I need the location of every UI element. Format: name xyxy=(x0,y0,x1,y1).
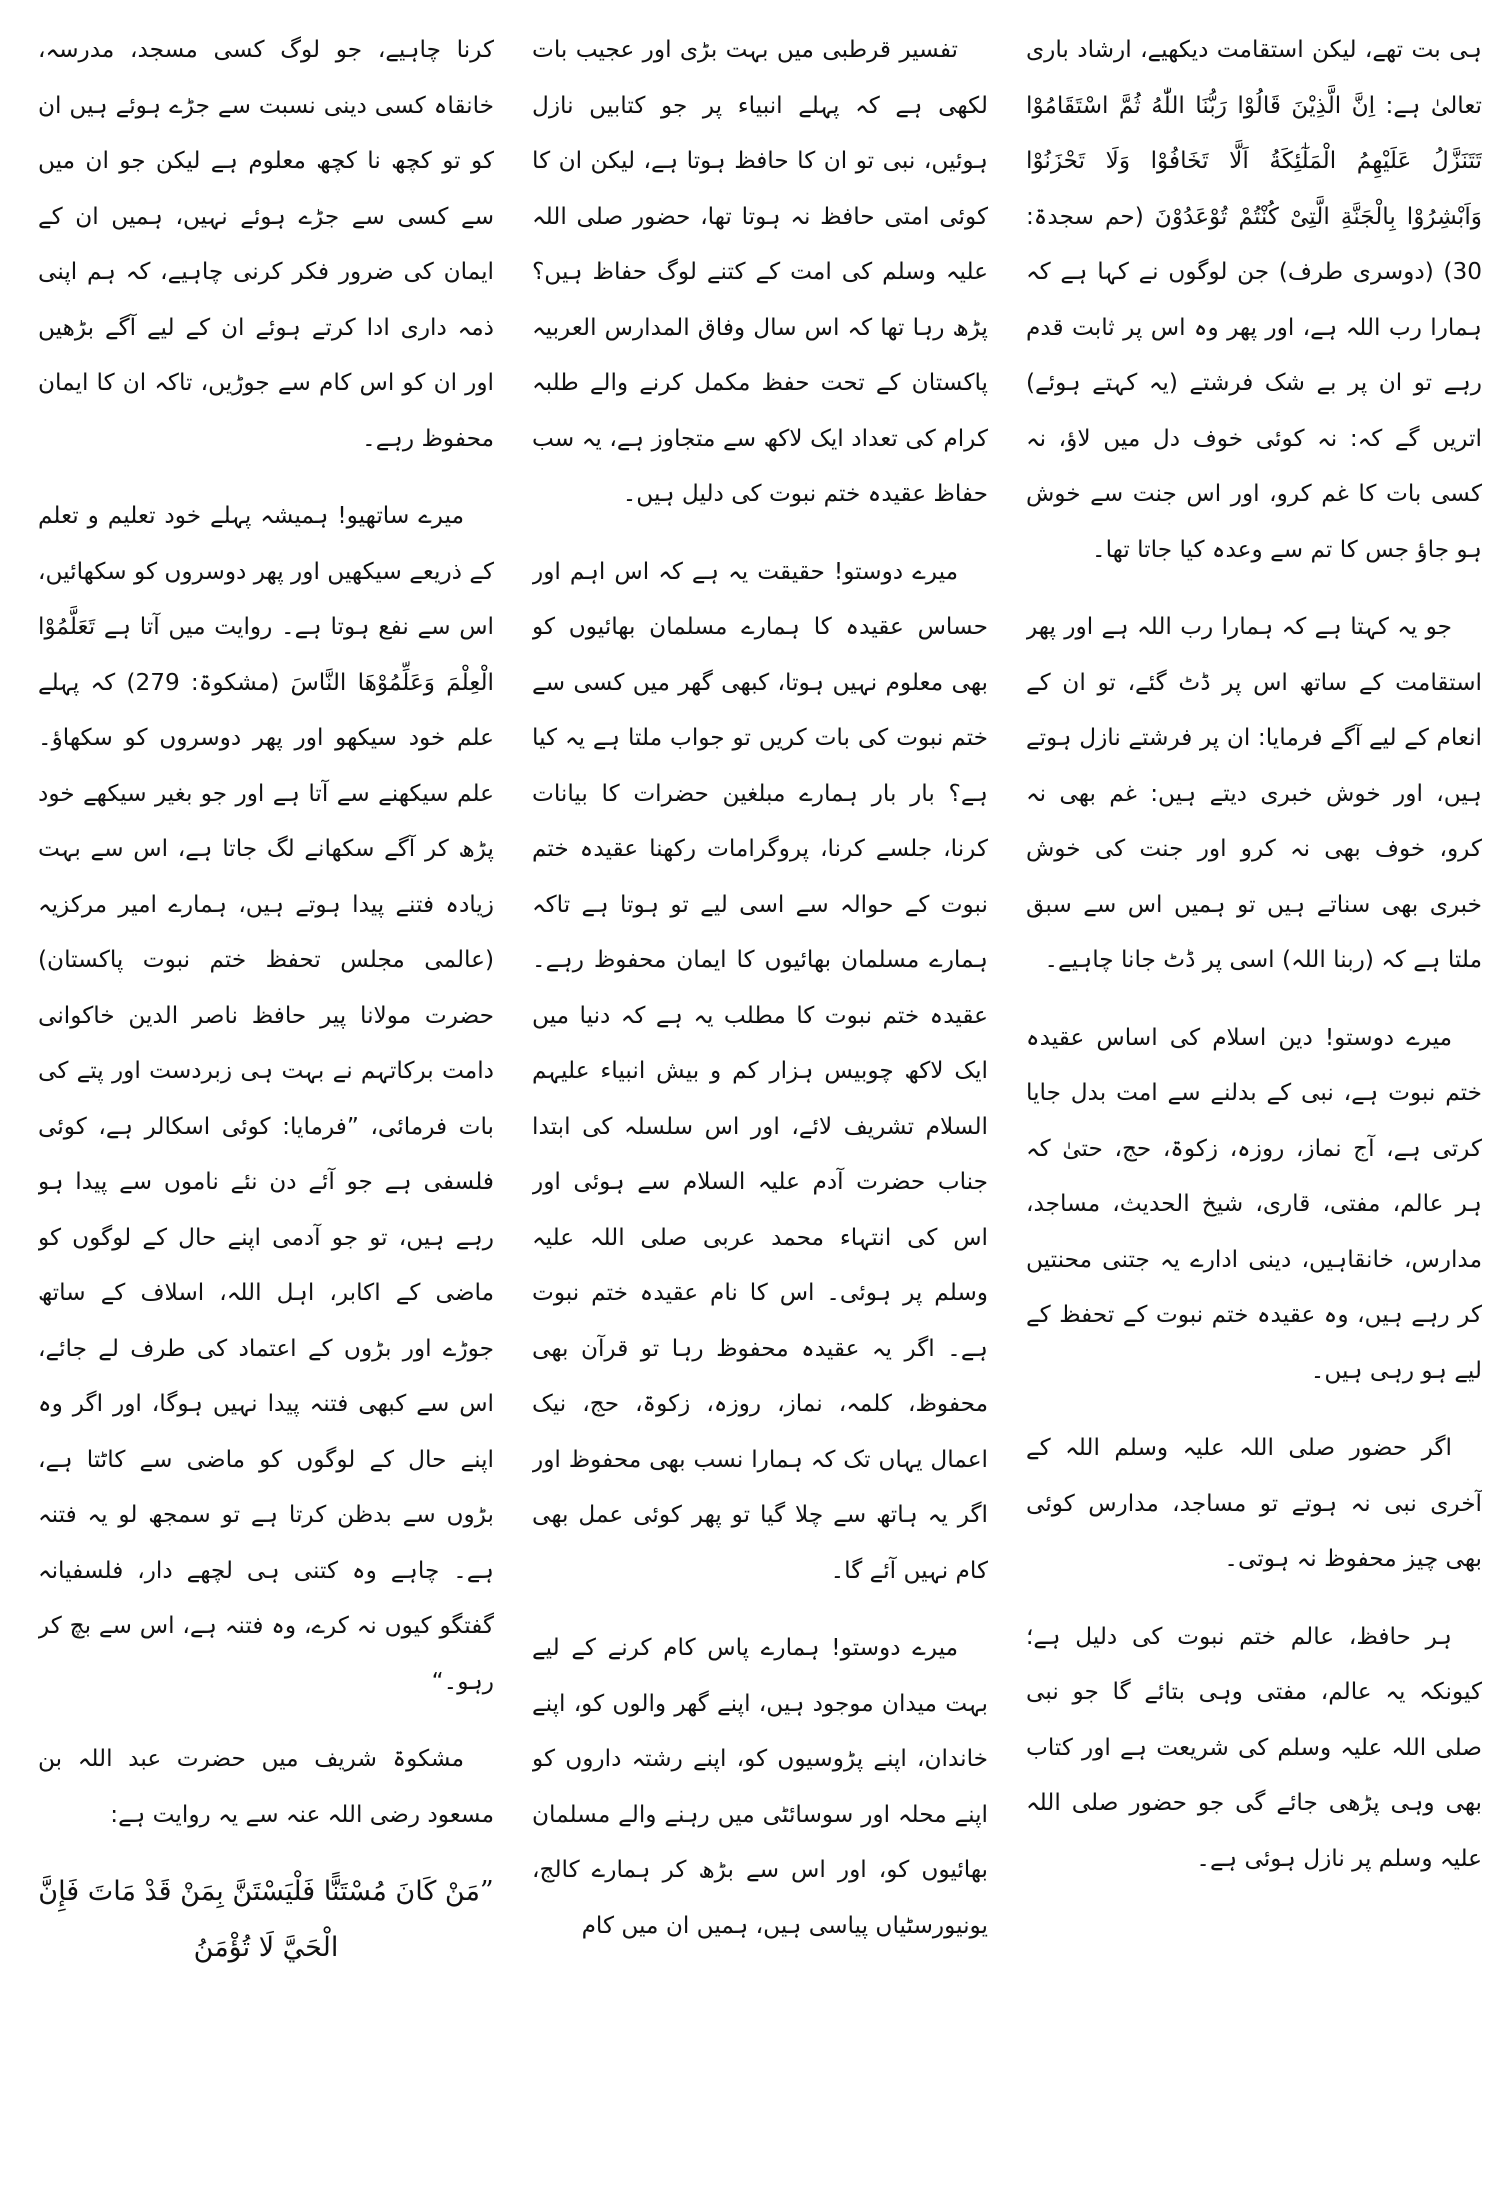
paragraph: میرے ساتھیو! ہمیشہ پہلے خود تعلیم و تعلم کے ذریعے سیکھیں اور پھر دوسروں کو سکھائیں، اس سے نفع ہوتا ہے۔ روایت میں آتا ہے تَعَلَّمُوْا الْعِلْمَ وَعَلِّمُوْهَا النَّاسَ (مشکوۃ: 279) کہ پہلے علم خود سیکھو اور پھر دوسروں کو سکھاؤ۔ علم سیکھنے سے آتا ہے اور جو بغیر سیکھے خود پڑھ کر آگے سکھانے لگ جاتا ہے، اس سے بہت زیادہ فتنے پیدا ہوتے ہیں، ہمارے امیر مرکزیہ (عالمی مجلس تحفظ ختم نبوت پاکستان) حضرت مولانا پیر حافظ ناصر الدین خاکوانی دامت برکاتہم نے بہت ہی زبردست اور پتے کی بات فرمائی، ”فرمایا: کوئی اسکالر ہے، کوئی فلسفی ہے جو آئے دن نئے ناموں سے پیدا ہو رہے ہیں، تو جو آدمی اپنے حال کے لوگوں کو ماضی کے اکابر، اہل اللہ، اسلاف کے ساتھ جوڑے اور بڑوں کے اعتماد کی طرف لے جائے، اس سے کبھی فتنہ پیدا نہیں ہوگا، اور اگر وہ اپنے حال کے لوگوں کو ماضی سے کاٹتا ہے، بڑوں سے بدظن کرتا ہے تو سمجھ لو یہ فتنہ ہے۔ چاہے وہ کتنی ہی لچھے دار، فلسفیانہ گفتگو کیوں نہ کرے، وہ فتنہ ہے، اس سے بچ کر رہو۔“ xyxy=(38,502,494,1695)
paragraph: تفسیر قرطبی میں بہت بڑی اور عجیب بات لکھی ہے کہ پہلے انبیاء پر جو کتابیں نازل ہوئیں، نبی تو ان کا حافظ ہوتا ہے، لیکن ان کا کوئی امتی حافظ نہ ہوتا تھا، حضور صلی اللہ علیہ وسلم کی امت کے کتنے لوگ حفاظ ہیں؟ پڑھ رہا تھا کہ اس سال وفاق المدارس العربیہ پاکستان کے تحت حفظ مکمل کرنے والے طلبہ کرام کی تعداد ایک لاکھ سے متجاوز ہے، یہ سب حفاظ عقیدہ ختم نبوت کی دلیل ہیں۔ xyxy=(532,36,988,507)
paragraph: اگر حضور صلی اللہ علیہ وسلم اللہ کے آخری نبی نہ ہوتے تو مساجد، مدارس کوئی بھی چیز محفوظ نہ ہوتی۔ xyxy=(1026,1434,1482,1572)
column-middle xyxy=(532,22,988,2192)
paragraph: ہر حافظ، عالم ختم نبوت کی دلیل ہے؛ کیونکہ یہ عالم، مفتی وہی بتائے گا جو نبی صلی اللہ علیہ وسلم کی شریعت ہے اور کتاب بھی وہی پڑھی جائے گی جو حضور صلی اللہ علیہ وسلم پر نازل ہوئی ہے۔ xyxy=(1026,1622,1482,1872)
paragraph: کرنا چاہیے، جو لوگ کسی مسجد، مدرسہ، خانقاہ کسی دینی نسبت سے جڑے ہوئے ہیں ان کو تو کچھ نا کچھ معلوم ہے لیکن جو ان میں سے کسی سے جڑے ہوئے نہیں، ہمیں ان کے ایمان کی ضرور فکر کرنی چاہیے، کہ ہم اپنی ذمہ داری ادا کرتے ہوئے ان کے لیے آگے بڑھیں اور ان کو اس کام سے جوڑیں، تاکہ ان کا ایمان محفوظ رہے۔ xyxy=(38,36,494,452)
paragraph: ہی بت تھے، لیکن استقامت دیکھیے، ارشاد باری تعالیٰ ہے: اِنَّ الَّذِیْنَ قَالُوْا رَبُّنَا اللّٰهُ ثُمَّ اسْتَقَامُوْا تَتَنَزَّلُ عَلَیْهِمُ الْمَلٰٓئِكَةُ اَلَّا تَخَافُوْا وَلَا تَحْزَنُوْا وَاَبْشِرُوْا بِالْجَنَّةِ الَّتِیْ كُنْتُمْ تُوْعَدُوْنَ (حم سجدۃ: 30) (دوسری طرف) جن لوگوں نے کہا ہے کہ ہمارا رب اللہ ہے، اور پھر وہ اس پر ثابت قدم رہے تو ان پر بے شک فرشتے (یہ کہتے ہوئے) اتریں گے کہ: نہ کوئی خوف دل میں لاؤ، نہ کسی بات کا غم کرو، اور اس جنت سے خوش ہو جاؤ جس کا تم سے وعدہ کیا جاتا تھا۔ xyxy=(1026,36,1482,563)
column-right xyxy=(1026,22,1482,2192)
paragraph: میرے دوستو! دین اسلام کی اساس عقیدہ ختم نبوت ہے، نبی کے بدلنے سے امت بدل جایا کرتی ہے، آج نماز، روزہ، زکوۃ، حج، حتیٰ کہ ہر عالم، مفتی، قاری، شیخ الحدیث، مساجد، مدارس، خانقاہیں، دینی ادارے یہ جتنی محنتیں کر رہے ہیں، وہ عقیدہ ختم نبوت کے تحفظ کے لیے ہو رہی ہیں۔ xyxy=(1026,1023,1482,1384)
column-left xyxy=(38,22,494,2192)
arabic-quote: ”مَنْ كَانَ مُسْتَنًّا فَلْيَسْتَنَّ بِمَنْ قَدْ مَاتَ فَإِنَّ الْحَيَّ لَا تُؤْمَنُ xyxy=(38,1876,494,1963)
paragraph: مشکوۃ شریف میں حضرت عبد اللہ بن مسعود رضی اللہ عنہ سے یہ روایت ہے: xyxy=(38,1745,494,1828)
paragraph: جو یہ کہتا ہے کہ ہمارا رب اللہ ہے اور پھر استقامت کے ساتھ اس پر ڈٹ گئے، تو ان کے انعام کے لیے آگے فرمایا: ان پر فرشتے نازل ہوتے ہیں، اور خوش خبری دیتے ہیں: غم بھی نہ کرو، خوف بھی نہ کرو اور جنت کی خوش خبری بھی سناتے ہیں تو ہمیں اس سے سبق ملتا ہے کہ (ربنا اللہ) اسی پر ڈٹ جانا چاہیے۔ xyxy=(1026,613,1482,973)
paragraph: میرے دوستو! ہمارے پاس کام کرنے کے لیے بہت میدان موجود ہیں، اپنے گھر والوں کو، اپنے خاندان، اپنے پڑوسیوں کو، اپنے رشتہ داروں کو اپنے محلہ اور سوسائٹی میں رہنے والے مسلمان بھائیوں کو، اور اس سے بڑھ کر ہمارے کالج، یونیورسٹیاں پیاسی ہیں، ہمیں ان میں کام xyxy=(532,1634,988,1939)
paragraph: میرے دوستو! حقیقت یہ ہے کہ اس اہم اور حساس عقیدہ کا ہمارے مسلمان بھائیوں کو بھی معلوم نہیں ہوتا، کبھی گھر میں کسی سے ختم نبوت کی بات کریں تو جواب ملتا ہے یہ کیا ہے؟ بار بار ہمارے مبلغین حضرات کا بیانات کرنا، جلسے کرنا، پروگرامات رکھنا عقیدہ ختم نبوت کے حوالہ سے اسی لیے تو ہوتا ہے تاکہ ہمارے مسلمان بھائیوں کا ایمان محفوظ رہے۔ عقیدہ ختم نبوت کا مطلب یہ ہے کہ دنیا میں ایک لاکھ چوبیس ہزار کم و بیش انبیاء علیہم السلام تشریف لائے، اور اس سلسلہ کی ابتدا جناب حضرت آدم علیہ السلام سے ہوئی اور اس کی انتہاء محمد عربی صلی اللہ علیہ وسلم پر ہوئی۔ اس کا نام عقیدہ ختم نبوت ہے۔ اگر یہ عقیدہ محفوظ رہا تو قرآن بھی محفوظ، کلمہ، نماز، روزہ، زکوۃ، حج، نیک اعمال یہاں تک کہ ہمارا نسب بھی محفوظ اور اگر یہ ہاتھ سے چلا گیا تو پھر کوئی عمل بھی کام نہیں آئے گا۔ xyxy=(532,557,988,1584)
